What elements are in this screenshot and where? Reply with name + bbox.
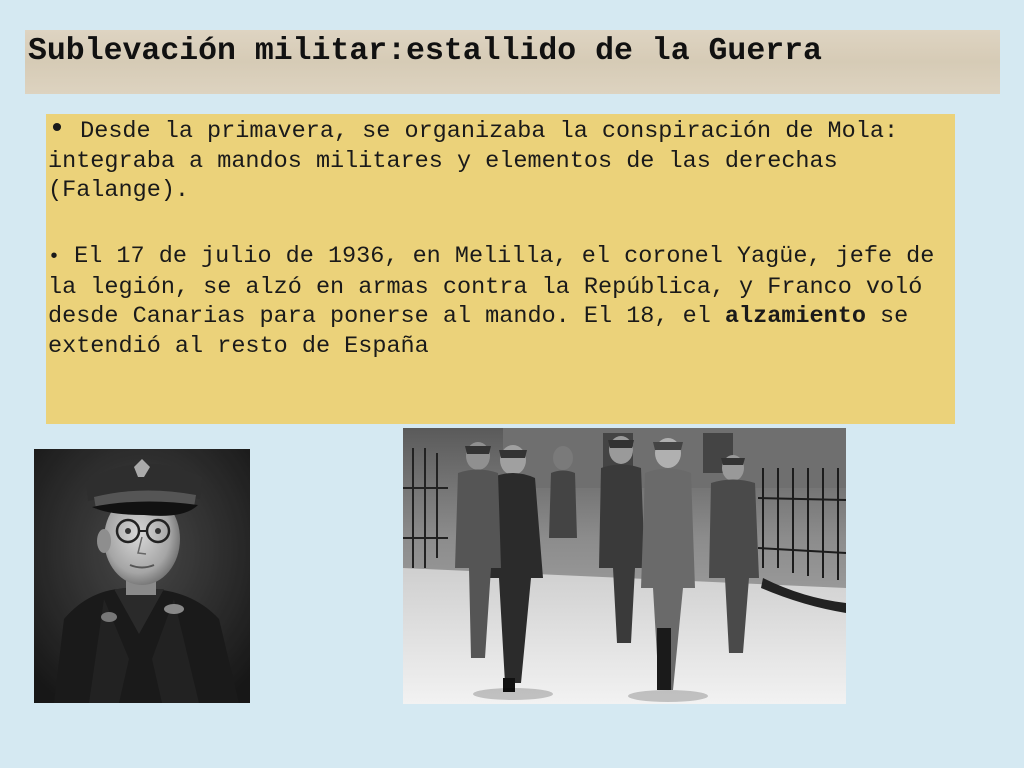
bullet-paragraph-2 (48, 242, 943, 361)
portrait-image-icon (34, 449, 250, 703)
group-photo-image-icon (403, 428, 846, 704)
paragraph-1-text: Desde la primavera, se organizaba la conspiración de Mola: integraba a mandos militares y elementos de las derechas (Falange). (48, 118, 899, 204)
paragraph-2-text-start: El 17 de julio de 1936, en Melilla, el coronel Yagüe, jefe de la legión, se alzó en armas contra la República, y Franco voló desde Canarias para ponerse al mando. El 18, el (48, 243, 935, 330)
portrait-photo (34, 449, 250, 703)
title-bar (25, 30, 1000, 94)
slide-title: Sublevación militar:estallido de la Guerra (28, 34, 822, 69)
paragraph-2-bold-word: alzamiento (724, 303, 866, 330)
paragraph-2-text-end: se extendió al resto de España (48, 303, 909, 360)
bullet-icon: • (48, 246, 61, 269)
bullet-paragraph-1 (48, 113, 943, 206)
officers-group-photo (403, 428, 846, 704)
content-box (46, 114, 955, 424)
bullet-icon: • (48, 113, 67, 147)
